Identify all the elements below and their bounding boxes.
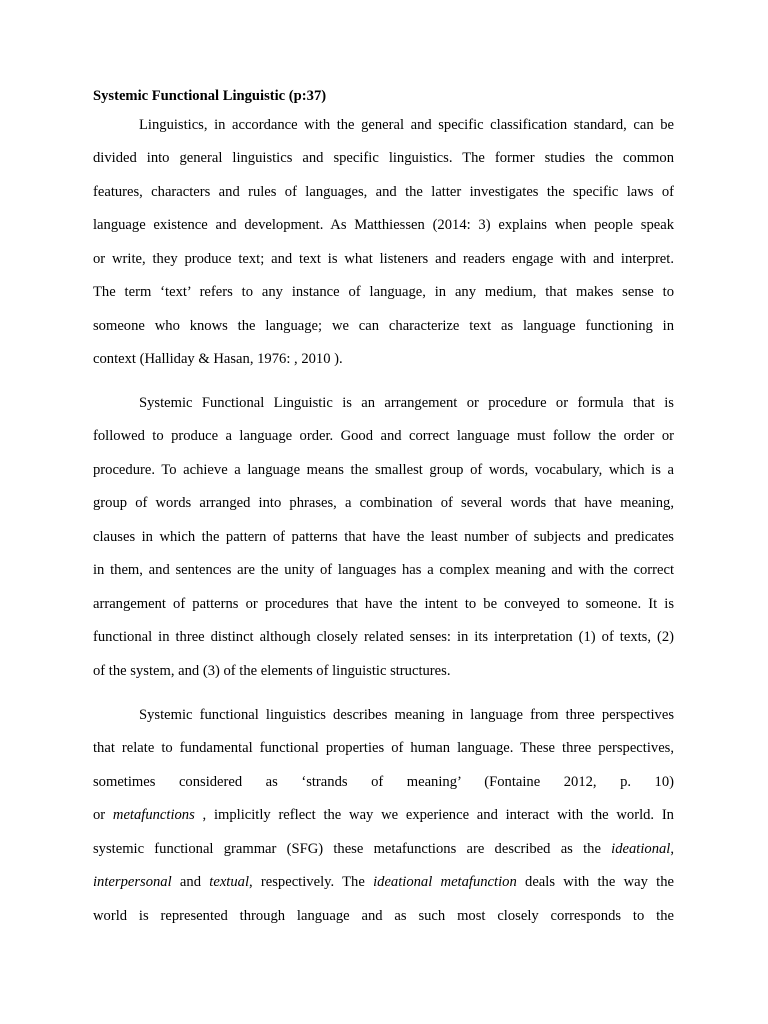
paragraph-line: followed to produce a language order. Good and correct language must follow the order or [93,428,674,444]
text-run: , [670,841,674,857]
paragraph-line: language existence and development. As Matthiessen (2014: 3) explains when people speak [93,217,674,233]
paragraph-line: Linguistics, in accordance with the general and specific classification standard, can be [139,117,674,133]
paragraph-line: arrangement of patterns or procedures that have the intent to be conveyed to someone. It is [93,596,674,612]
text-run: or [93,807,113,823]
italic-term: metafunctions [112,807,195,823]
text-run: systemic functional grammar (SFG) these metafunctions are described as the [93,841,612,857]
paragraph-line: sometimes considered as ‘strands of meaning’ (Fontaine 2012, p. 10) [93,774,674,790]
paragraph-line: procedure. To achieve a language means the smallest group of words, vocabulary, which is a [93,462,674,478]
text-run: , respectively. The [249,874,374,890]
italic-term: interpersonal [93,874,172,890]
paragraph-line: divided into general linguistics and specific linguistics. The former studies the common [93,150,674,166]
paragraph-line [93,873,674,891]
paragraph-line: The term ‘text’ refers to any instance of language, in any medium, that makes sense to [93,284,674,300]
paragraph-line: someone who knows the language; we can characterize text as language functioning in [93,318,674,334]
paragraph-line: or write, they produce text; and text is what listeners and readers engage with and interpret. [93,251,674,267]
paragraph-line [93,806,674,824]
paragraph-line: context (Halliday & Hasan, 1976: , 2010 ). [93,351,343,367]
paragraph-line: features, characters and rules of languages, and the latter investigates the specific laws of [93,184,674,200]
paragraph-line: Systemic Functional Linguistic is an arrangement or procedure or formula that is [139,395,674,411]
paragraph-line: Systemic functional linguistics describes meaning in language from three perspectives [139,707,674,723]
text-run: , implicitly reflect the way we experience and interact with the world. In [194,807,674,823]
text-run: and [171,874,210,890]
paragraph-line: functional in three distinct although closely related senses: in its interpretation (1) of texts, (2) [93,629,674,645]
paragraph-line: group of words arranged into phrases, a combination of several words that have meaning, [93,495,674,511]
italic-term: ideational [611,841,671,857]
paragraph-line: in them, and sentences are the unity of languages has a complex meaning and with the correct [93,562,674,578]
paragraph-line: world is represented through language and as such most closely corresponds to the [93,908,674,924]
italic-term: ideational metafunction [373,874,517,890]
section-heading: Systemic Functional Linguistic (p:37) [93,88,327,104]
paragraph-line: of the system, and (3) of the elements of linguistic structures. [93,663,451,679]
paragraph-line: that relate to fundamental functional properties of human language. These three perspectives, [93,740,674,756]
text-run: deals with the way the [516,874,674,890]
italic-term: textual [209,874,249,890]
paragraph-line [93,840,674,858]
paragraph-line: clauses in which the pattern of patterns that have the least number of subjects and predicates [93,529,674,545]
